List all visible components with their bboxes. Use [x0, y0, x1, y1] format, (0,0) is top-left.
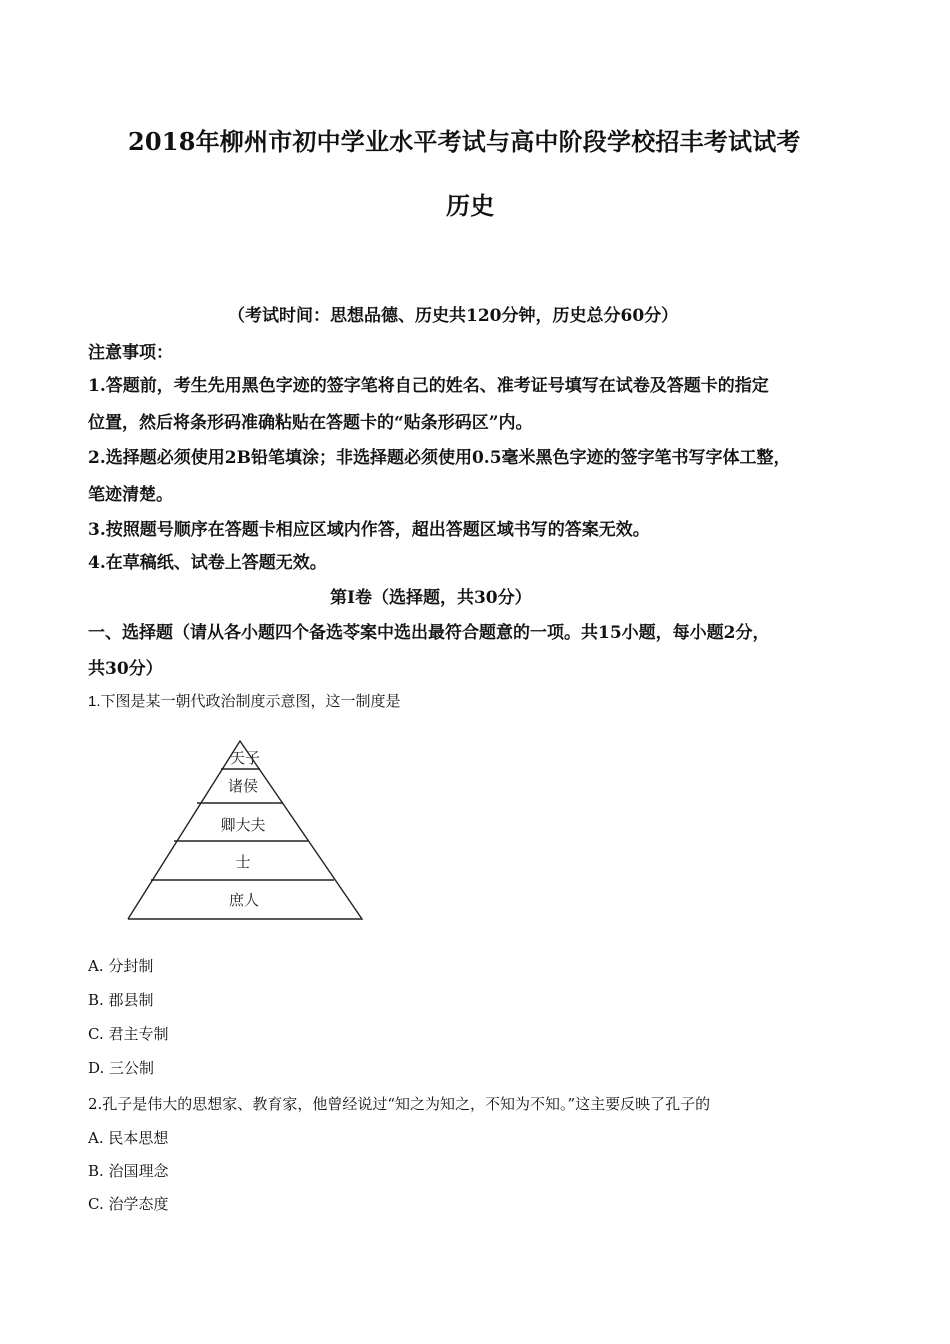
- note-line: 4.在草稿纸、试卷上答题无效。: [88, 553, 327, 573]
- pyramid-level-label: 庶人: [228, 891, 260, 909]
- section-instruction: 一、选择题（请从各小题四个备选苓案中选出最符合题意的一项。共15小题，每小题2分，: [88, 623, 770, 643]
- question-stem: 2.孔子是伟大的思想家、教育家，他曾经说过“知之为知之，不知为不知。”这主要反映了孔子的: [88, 1095, 711, 1113]
- notes-heading: 注意事项：: [88, 343, 173, 363]
- answer-option: B. 郡县制: [88, 991, 154, 1009]
- note-line: 2.选择题必须使用2B铅笔填涂；非选择题必须使用0.5毫米黑色字迹的签字笔书写字体工整，: [88, 448, 791, 468]
- pyramid-level-label: 卿大夫: [220, 816, 266, 834]
- exam-time: （考试时间：思想品德、历史共120分钟，历史总分60分）: [228, 306, 679, 326]
- answer-option: C. 君主专制: [88, 1025, 169, 1043]
- pyramid-diagram: [120, 738, 370, 928]
- section-instruction: 共30分）: [88, 659, 163, 679]
- note-line: 笔迹清楚。: [88, 485, 173, 505]
- pyramid-level-label: 士: [235, 853, 251, 871]
- answer-option: C. 治学态度: [88, 1195, 169, 1213]
- pyramid-level-label: 诸侯: [227, 777, 259, 795]
- question-stem: 1.下图是某一朝代政治制度示意图，这一制度是: [88, 693, 401, 710]
- answer-option: B. 治国理念: [88, 1162, 169, 1180]
- pyramid-level-label: 天子: [229, 749, 261, 767]
- answer-option: A. 分封制: [88, 957, 154, 975]
- answer-option: D. 三公制: [88, 1059, 155, 1077]
- answer-option: A. 民本思想: [88, 1129, 169, 1147]
- note-line: 1.答题前，考生先用黑色字迹的签字笔将自己的姓名、准考证号填写在试卷及答题卡的指定: [88, 376, 769, 396]
- note-line: 位置，然后将条形码准确粘贴在答题卡的“贴条形码区”内。: [88, 413, 533, 433]
- document-title: 2018年柳州市初中学业水平考试与高中阶段学校招丰考试试考: [128, 127, 801, 156]
- section-title: 第Ⅰ卷（选择题，共30分）: [330, 588, 532, 608]
- subject-title: 历史: [446, 191, 495, 220]
- note-line: 3.按照题号顺序在答题卡相应区域内作答，超出答题区域书写的答案无效。: [88, 520, 650, 540]
